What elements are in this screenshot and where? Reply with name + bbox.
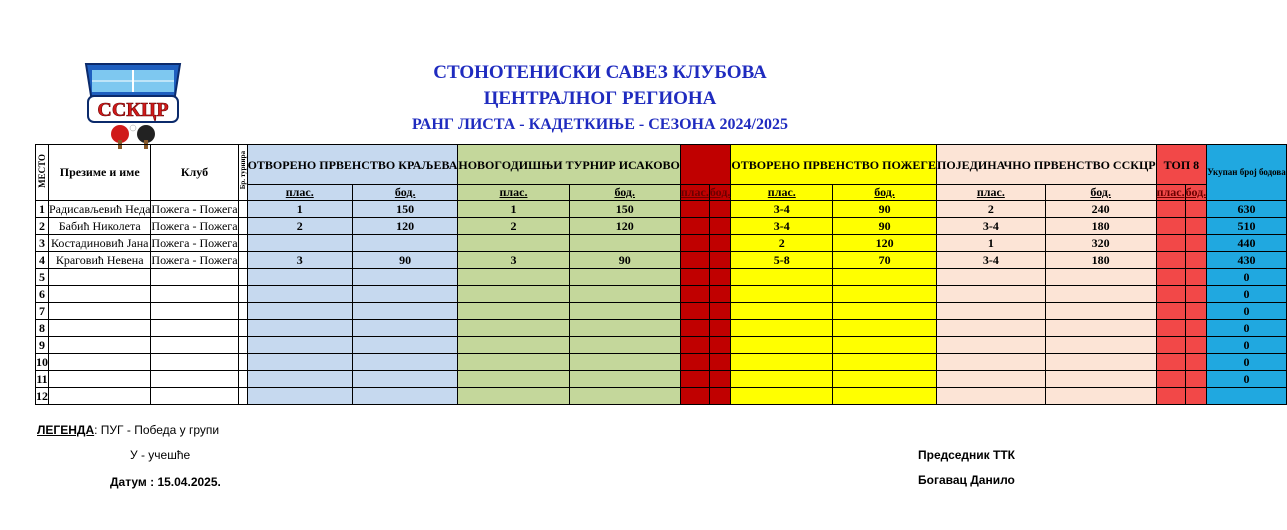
event-3-points-header: бод. <box>709 185 731 199</box>
tournaments-cell <box>238 388 247 405</box>
total-cell: 0 <box>1207 269 1287 286</box>
event-2-place-cell: 1 <box>458 201 569 218</box>
event-2-place-cell: 2 <box>458 218 569 235</box>
event-2-place-cell <box>458 286 569 303</box>
event-2-points-cell <box>569 337 680 354</box>
event-4-points-cell <box>833 337 937 354</box>
event-1-points-cell: 150 <box>352 201 457 218</box>
rank-cell: 3 <box>36 235 49 252</box>
title-line2: ЦЕНТРАЛНОГ РЕГИОНА <box>483 88 717 109</box>
event-2-place-cell <box>458 354 569 371</box>
rank-cell: 7 <box>36 303 49 320</box>
event-3-points-cell <box>709 388 731 405</box>
table-row <box>36 371 1287 388</box>
event-5-place-cell <box>937 269 1046 286</box>
event-4-points-cell: 90 <box>833 218 937 235</box>
event-1-points-cell: 90 <box>352 252 457 269</box>
event-2-points-cell: 90 <box>569 252 680 269</box>
event-4-place-cell <box>731 286 833 303</box>
event-3-place-cell <box>680 269 709 286</box>
svg-text:ССКЦР: ССКЦР <box>97 99 169 121</box>
tournaments-cell <box>238 286 247 303</box>
name-cell: Краговић Невена <box>49 252 151 269</box>
event-2-place-header: плас. <box>458 185 569 201</box>
event-4-points-header: бод. <box>833 185 937 201</box>
event-5-place-cell <box>937 303 1046 320</box>
table-row <box>36 235 1287 252</box>
legend-line1 <box>37 423 219 437</box>
event-3-points-cell <box>709 286 731 303</box>
event-4-points-cell <box>833 354 937 371</box>
signature-title: Председник ТТК <box>918 448 1016 462</box>
rank-cell: 6 <box>36 286 49 303</box>
event-header-2: НОВОГОДИШЊИ ТУРНИР ИСАКОВО <box>458 145 680 185</box>
event-5-place-cell <box>937 337 1046 354</box>
table-row <box>36 388 1287 405</box>
event-2-points-cell <box>569 269 680 286</box>
event-3-place-cell <box>680 252 709 269</box>
event-2-points-cell <box>569 320 680 337</box>
event-3-place-cell <box>680 388 709 405</box>
event-4-points-cell: 90 <box>833 201 937 218</box>
event-6-points-cell <box>1185 252 1207 269</box>
header-tournaments: Бр. турнира <box>238 145 247 201</box>
event-3-points-cell <box>709 252 731 269</box>
event-6-place-cell <box>1156 235 1185 252</box>
event-1-points-cell <box>352 320 457 337</box>
name-cell <box>49 354 151 371</box>
event-1-place-cell <box>247 303 352 320</box>
event-5-place-cell <box>937 388 1046 405</box>
event-3-points-cell <box>709 235 731 252</box>
event-3-points-cell <box>709 371 731 388</box>
event-4-place-cell <box>731 269 833 286</box>
event-5-points-cell <box>1045 286 1156 303</box>
total-cell: 0 <box>1207 337 1287 354</box>
event-6-place-cell <box>1156 354 1185 371</box>
total-cell: 0 <box>1207 303 1287 320</box>
tournaments-cell <box>238 252 247 269</box>
club-cell <box>151 388 238 405</box>
event-1-points-cell <box>352 354 457 371</box>
header-club: Клуб <box>151 145 238 201</box>
event-4-points-cell <box>833 269 937 286</box>
rank-cell: 12 <box>36 388 48 403</box>
event-6-place-cell <box>1156 388 1185 405</box>
name-cell <box>49 388 151 405</box>
total-cell <box>1207 388 1287 405</box>
event-2-points-cell <box>569 388 680 405</box>
tournaments-cell <box>238 269 247 286</box>
event-6-place-cell <box>1156 201 1185 218</box>
event-1-place-cell <box>247 320 352 337</box>
event-2-points-header: бод. <box>569 185 680 201</box>
event-3-place-cell <box>680 337 709 354</box>
event-5-points-cell <box>1045 320 1156 337</box>
event-3-place-cell <box>680 354 709 371</box>
club-cell: Пожега - Пожега <box>151 201 238 216</box>
table-row <box>36 337 1287 354</box>
header-total: Укупан број бодова <box>1207 145 1287 201</box>
event-5-place-cell: 2 <box>937 201 1046 218</box>
event-header-6: ТОП 8 <box>1156 145 1207 185</box>
club-cell <box>151 371 238 388</box>
club-cell <box>151 286 238 303</box>
event-3-place-cell <box>680 218 709 235</box>
event-3-place-cell <box>680 201 709 218</box>
event-6-points-cell <box>1185 320 1207 337</box>
event-6-points-cell <box>1185 218 1207 235</box>
table-row <box>36 286 1287 303</box>
event-2-place-cell <box>458 388 569 405</box>
event-5-points-cell: 320 <box>1045 235 1156 252</box>
event-5-points-header: бод. <box>1045 185 1156 201</box>
table-row <box>36 201 1287 218</box>
club-cell <box>151 269 238 286</box>
event-2-points-cell: 120 <box>569 218 680 235</box>
event-4-place-cell <box>731 388 833 405</box>
event-3-place-cell <box>680 235 709 252</box>
legend-pug: : ПУГ - Победа у групи <box>94 423 220 437</box>
event-5-points-cell: 240 <box>1045 201 1156 218</box>
total-cell: 510 <box>1207 218 1287 235</box>
event-4-place-cell <box>731 337 833 354</box>
event-4-points-cell: 120 <box>833 235 937 252</box>
event-5-place-cell: 3-4 <box>937 218 1046 235</box>
event-2-place-cell <box>458 371 569 388</box>
event-4-place-cell <box>731 320 833 337</box>
event-1-place-cell <box>247 235 352 252</box>
event-3-place-cell <box>680 371 709 388</box>
event-1-place-header: плас. <box>247 185 352 201</box>
name-cell <box>49 371 151 388</box>
event-4-points-cell <box>833 371 937 388</box>
event-4-place-cell <box>731 303 833 320</box>
club-cell <box>151 303 238 320</box>
event-6-points-header: бод. <box>1185 185 1207 199</box>
rank-cell: 11 <box>36 371 48 386</box>
name-cell <box>49 337 151 354</box>
event-1-place-cell <box>247 286 352 303</box>
event-6-place-cell <box>1156 303 1185 320</box>
event-4-points-cell <box>833 303 937 320</box>
event-3-points-cell <box>709 303 731 320</box>
event-header-5: ПОЈЕДИНАЧНО ПРВЕНСТВО ССКЦР <box>937 145 1157 185</box>
club-cell: Пожега - Пожега <box>151 252 238 267</box>
total-cell: 0 <box>1207 371 1287 388</box>
table-row <box>36 252 1287 269</box>
event-4-place-cell: 3-4 <box>731 201 833 218</box>
ranking-table <box>35 144 1287 405</box>
event-1-points-cell <box>352 269 457 286</box>
event-6-place-cell <box>1156 337 1185 354</box>
event-2-points-cell <box>569 303 680 320</box>
event-6-points-cell <box>1185 269 1207 286</box>
club-cell <box>151 354 238 371</box>
event-3-points-cell <box>709 269 731 286</box>
event-5-place-cell <box>937 286 1046 303</box>
event-5-points-cell <box>1045 303 1156 320</box>
tournaments-cell <box>238 235 247 252</box>
tournaments-cell <box>238 201 247 218</box>
event-3-points-cell <box>709 354 731 371</box>
event-1-place-cell <box>247 354 352 371</box>
header-mesto: МЕСТО <box>36 145 49 201</box>
event-header-3 <box>680 145 731 185</box>
event-4-points-cell <box>833 320 937 337</box>
event-1-place-cell: 2 <box>247 218 352 235</box>
event-1-points-cell <box>352 371 457 388</box>
event-header-1: ОТВОРЕНО ПРВЕНСТВО КРАЉЕВА <box>247 145 458 185</box>
event-1-place-cell <box>247 371 352 388</box>
tournaments-cell <box>238 320 247 337</box>
event-2-points-cell <box>569 371 680 388</box>
event-2-points-cell <box>569 286 680 303</box>
event-6-points-cell <box>1185 303 1207 320</box>
event-6-place-cell <box>1156 286 1185 303</box>
event-6-points-cell <box>1185 388 1207 405</box>
event-5-place-cell: 1 <box>937 235 1046 252</box>
event-4-place-cell <box>731 354 833 371</box>
event-5-place-header: плас. <box>937 185 1046 201</box>
event-3-points-cell <box>709 337 731 354</box>
event-4-points-cell <box>833 388 937 405</box>
event-4-place-cell: 2 <box>731 235 833 252</box>
event-6-points-cell <box>1185 286 1207 303</box>
event-2-place-cell <box>458 337 569 354</box>
event-3-place-cell <box>680 303 709 320</box>
tournaments-cell <box>238 218 247 235</box>
event-6-place-cell <box>1156 218 1185 235</box>
event-1-points-cell <box>352 337 457 354</box>
tournaments-cell <box>238 354 247 371</box>
tournaments-cell <box>238 303 247 320</box>
event-6-place-cell <box>1156 252 1185 269</box>
total-cell: 630 <box>1207 201 1287 218</box>
event-5-place-cell <box>937 354 1046 371</box>
event-5-place-cell: 3-4 <box>937 252 1046 269</box>
event-5-points-cell <box>1045 337 1156 354</box>
signature-name: Богавац Данило <box>918 473 1015 487</box>
table-row <box>36 303 1287 320</box>
event-2-place-cell <box>458 269 569 286</box>
legend-date: Датум : 15.04.2025. <box>110 475 221 489</box>
event-4-place-header: плас. <box>731 185 833 201</box>
event-4-points-cell: 70 <box>833 252 937 269</box>
rank-cell: 10 <box>36 354 48 369</box>
name-cell <box>49 269 151 286</box>
event-5-points-cell <box>1045 269 1156 286</box>
event-1-place-cell <box>247 388 352 405</box>
event-5-points-cell <box>1045 371 1156 388</box>
event-6-points-cell <box>1185 235 1207 252</box>
event-4-place-cell: 3-4 <box>731 218 833 235</box>
event-6-points-cell <box>1185 337 1207 354</box>
event-3-place-cell <box>680 320 709 337</box>
legend-label: ЛЕГЕНДА <box>37 423 95 437</box>
name-cell: Радисављевић Неда <box>49 201 151 216</box>
event-2-place-cell: 3 <box>458 252 569 269</box>
total-cell: 0 <box>1207 320 1287 337</box>
event-1-points-cell: 120 <box>352 218 457 235</box>
name-cell: Бабић Николета <box>49 218 151 235</box>
total-cell: 440 <box>1207 235 1287 252</box>
event-6-place-cell <box>1156 269 1185 286</box>
event-2-place-cell <box>458 320 569 337</box>
event-3-points-cell <box>709 218 731 235</box>
event-3-points-cell <box>709 201 731 218</box>
tournaments-cell <box>238 371 247 388</box>
event-6-points-cell <box>1185 371 1207 388</box>
event-6-place-header: плас. <box>1156 185 1185 199</box>
event-2-place-cell <box>458 303 569 320</box>
event-6-place-cell <box>1156 320 1185 337</box>
event-1-points-cell <box>352 235 457 252</box>
event-5-points-cell: 180 <box>1045 218 1156 235</box>
event-2-points-cell: 150 <box>569 201 680 218</box>
event-5-place-cell <box>937 371 1046 388</box>
legend-line2: У - учешће <box>130 448 191 462</box>
total-cell: 0 <box>1207 286 1287 303</box>
rank-cell: 1 <box>36 201 49 218</box>
event-2-place-cell <box>458 235 569 252</box>
event-3-points-cell <box>709 320 731 337</box>
name-cell <box>49 286 151 303</box>
event-1-place-cell: 1 <box>247 201 352 218</box>
subtitle: РАНГ ЛИСТА - КАДЕТКИЊЕ - СЕЗОНА 2024/2025 <box>412 116 788 133</box>
rank-cell: 4 <box>36 252 49 269</box>
event-4-place-cell <box>731 371 833 388</box>
event-6-points-cell <box>1185 354 1207 371</box>
club-cell <box>151 337 238 354</box>
table-row <box>36 218 1287 235</box>
table-row <box>36 354 1287 371</box>
header-name: Презиме и име <box>49 145 151 201</box>
rank-cell: 5 <box>36 269 49 286</box>
event-2-points-cell <box>569 354 680 371</box>
event-3-place-header: плас. <box>680 185 709 199</box>
club-cell: Пожега - Пожега <box>151 235 238 250</box>
name-cell: Костадиновић Јана <box>49 235 151 252</box>
event-1-place-cell <box>247 269 352 286</box>
event-6-place-cell <box>1156 371 1185 388</box>
event-1-place-cell <box>247 337 352 354</box>
rank-cell: 2 <box>36 218 49 235</box>
event-4-points-cell <box>833 286 937 303</box>
total-cell: 0 <box>1207 354 1287 371</box>
club-cell <box>151 320 238 337</box>
total-cell: 430 <box>1207 252 1287 269</box>
event-1-points-cell <box>352 388 457 405</box>
event-1-points-cell <box>352 303 457 320</box>
event-5-points-cell <box>1045 388 1156 405</box>
name-cell <box>49 303 151 320</box>
title-line1: СТОНОТЕНИСКИ САВЕЗ КЛУБОВА <box>433 62 767 83</box>
sskcr-logo <box>78 54 188 150</box>
event-header-4: ОТВОРЕНО ПРВЕНСТВО ПОЖЕГЕ <box>731 145 937 185</box>
table-row <box>36 269 1287 286</box>
rank-cell: 9 <box>36 337 49 354</box>
event-2-points-cell <box>569 235 680 252</box>
event-5-points-cell: 180 <box>1045 252 1156 269</box>
event-4-place-cell: 5-8 <box>731 252 833 269</box>
club-cell: Пожега - Пожега <box>151 218 238 233</box>
rank-cell: 8 <box>36 320 49 337</box>
event-5-place-cell <box>937 320 1046 337</box>
event-1-place-cell: 3 <box>247 252 352 269</box>
tournaments-cell <box>238 337 247 354</box>
table-row <box>36 320 1287 337</box>
event-5-points-cell <box>1045 354 1156 371</box>
event-3-place-cell <box>680 286 709 303</box>
event-6-points-cell <box>1185 201 1207 218</box>
event-1-points-cell <box>352 286 457 303</box>
event-1-points-header: бод. <box>352 185 457 201</box>
name-cell <box>49 320 151 337</box>
